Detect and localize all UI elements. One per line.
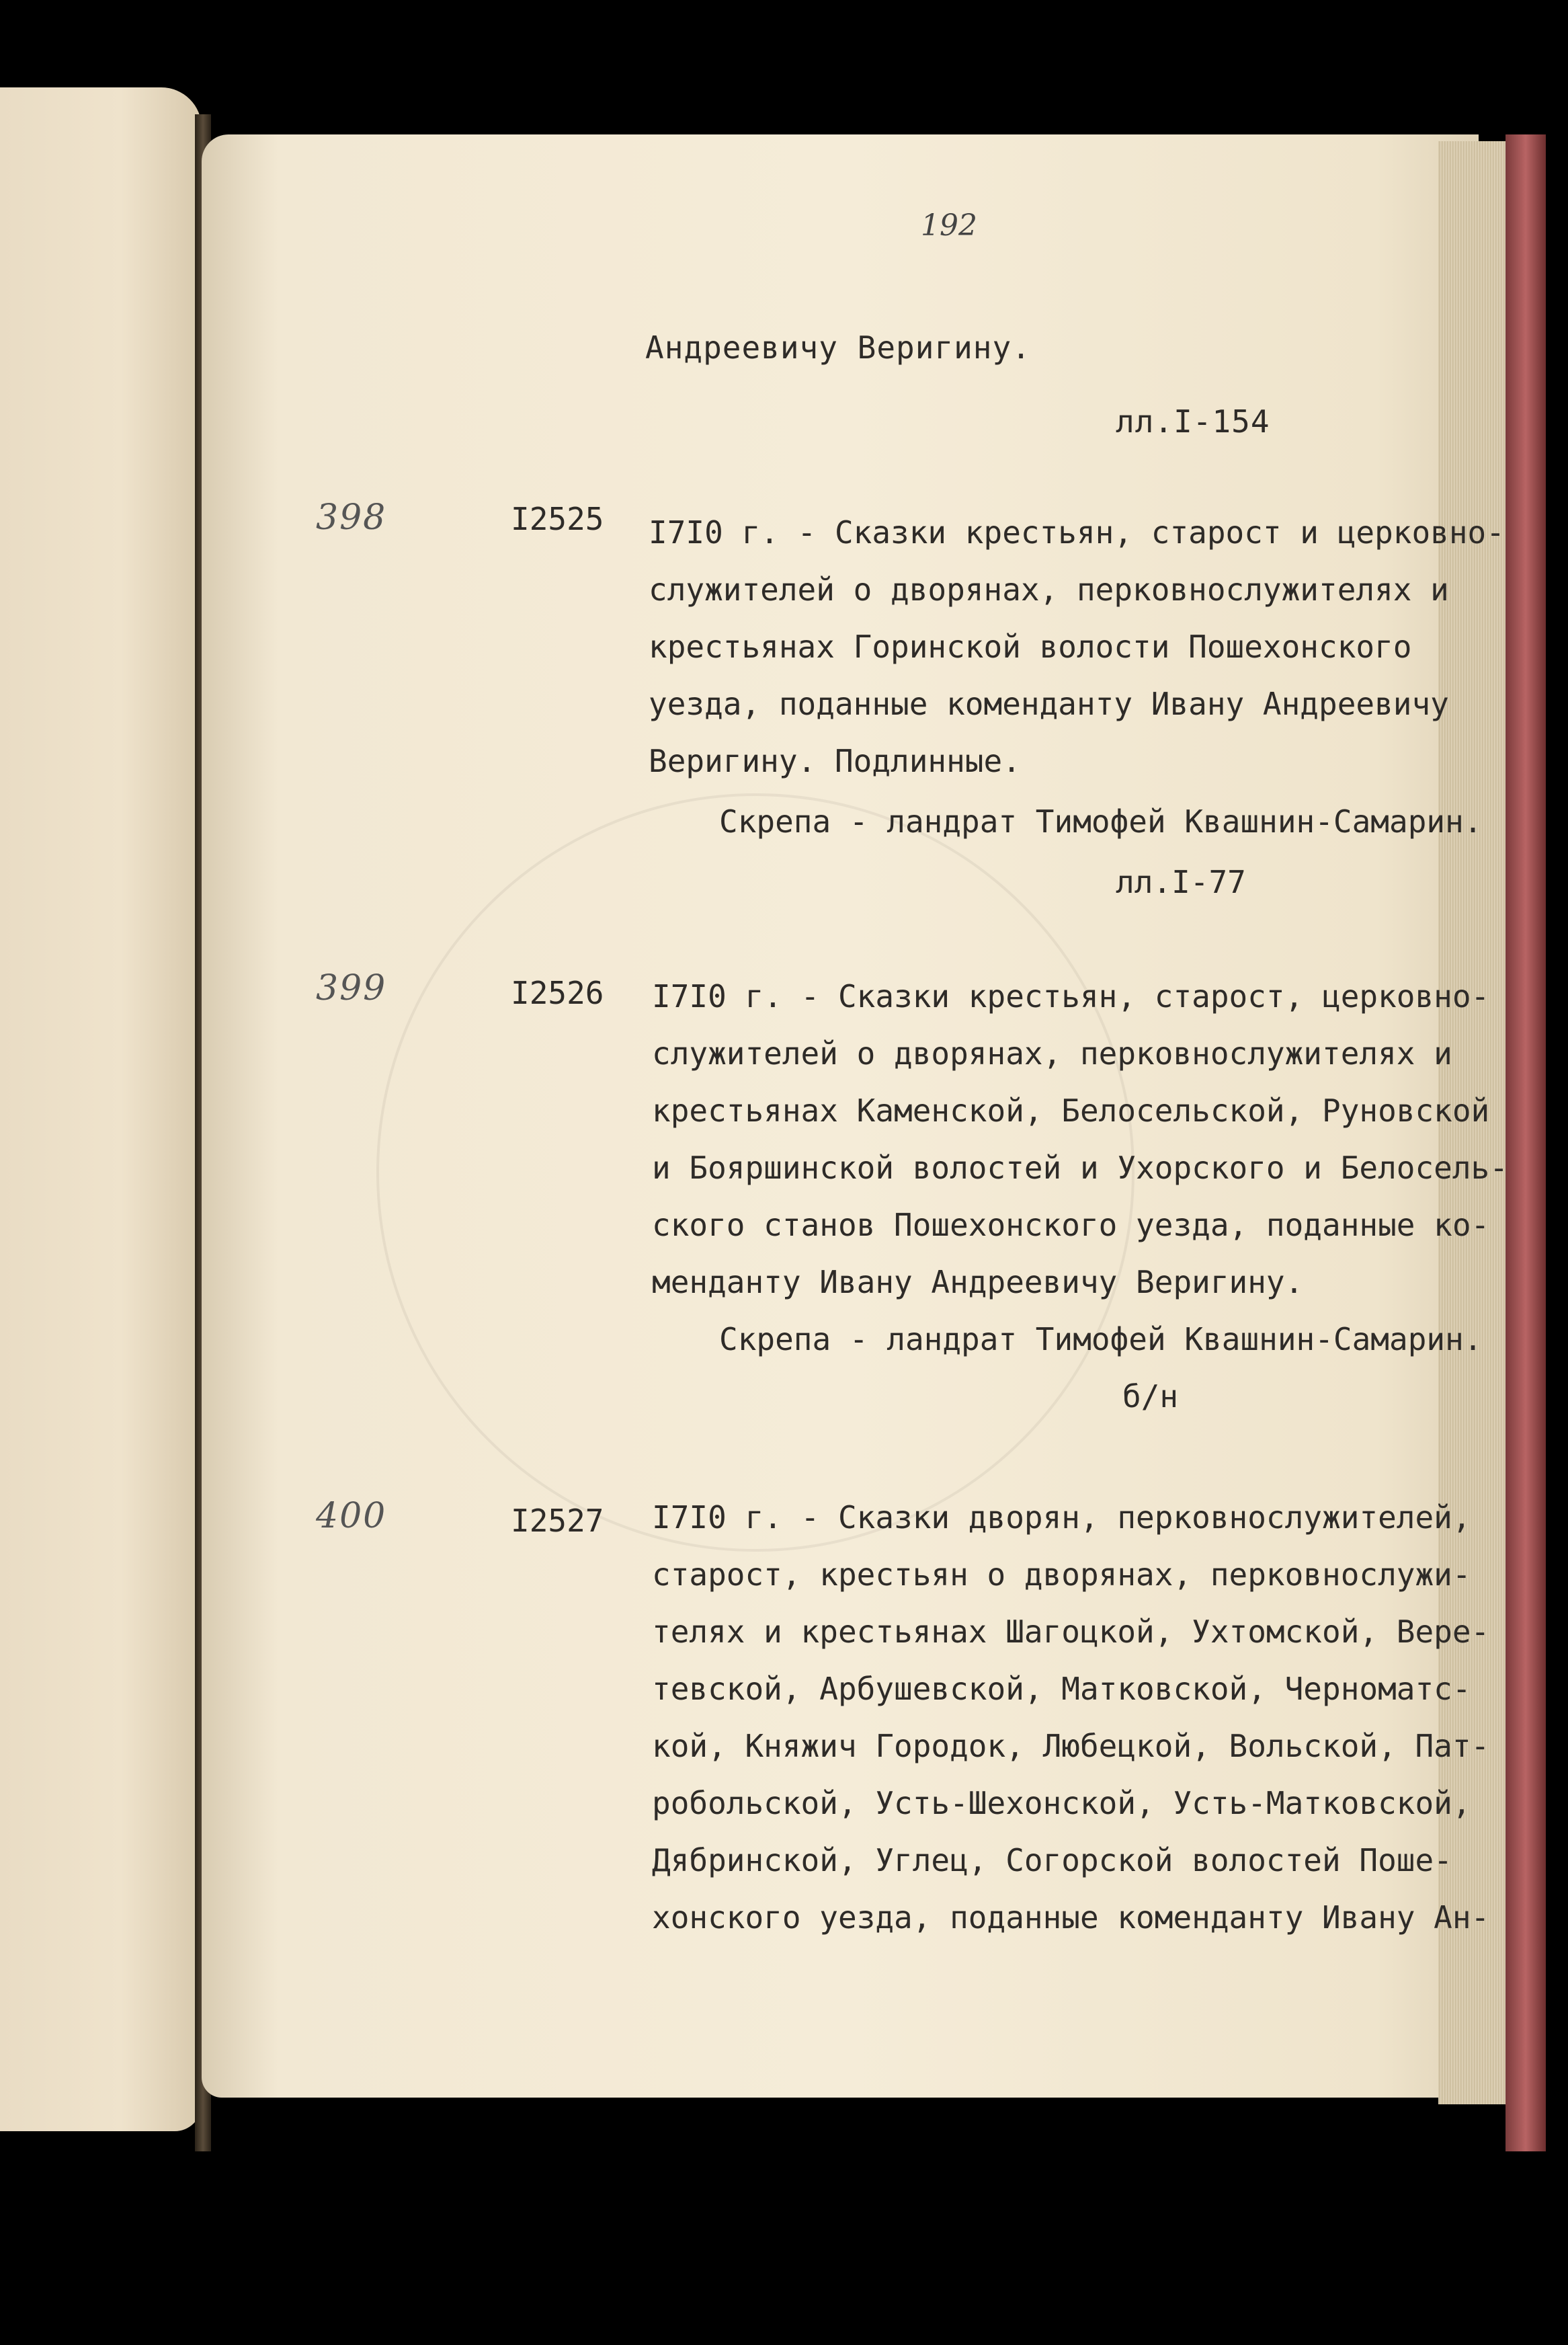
header-continuation: Андреевичу Веригину.: [645, 329, 1031, 366]
entry-note-number: 399: [316, 968, 387, 1008]
header-sheets: лл.I-154: [1116, 403, 1270, 440]
entry-text-line: служителей о дворянах, перковнослужителях и: [652, 1035, 1452, 1072]
entry-text-line: I7I0 г. - Сказки крестьян, старост, церковно-: [652, 978, 1490, 1015]
entry-inventory-number: I2525: [511, 501, 604, 537]
entry-seal: Скрепа - ландрат Тимофей Квашнин-Самарин.: [719, 803, 1483, 840]
entry-inventory-number: I2527: [511, 1503, 604, 1539]
entry-text-line: крестьянах Горинской волости Пошехонского: [649, 629, 1412, 665]
entry-note-number: 398: [316, 498, 387, 538]
entry-seal: Скрепа - ландрат Тимофей Квашнин-Самарин.: [719, 1321, 1483, 1357]
entry-text-line: I7I0 г. - Сказки дворян, перковнослужителей,: [652, 1499, 1471, 1536]
entry-text-line: тевской, Арбушевской, Матковской, Черноматс-: [652, 1671, 1471, 1707]
entry-text-line: крестьянах Каменской, Белосельской, Руновской: [652, 1092, 1490, 1129]
page-number: 192: [921, 208, 977, 243]
entry-text-line: старост, крестьян о дворянах, перковнослужи-: [652, 1556, 1471, 1593]
entry-text-line: ского станов Пошехонского уезда, поданные ко-: [652, 1207, 1490, 1243]
entry-inventory-number: I2526: [511, 975, 604, 1011]
entry-text-line: служителей о дворянах, перковнослужителях и: [649, 571, 1449, 608]
book-cover: [1505, 134, 1546, 2151]
entry-note-number: 400: [316, 1496, 387, 1536]
entry-text-line: телях и крестьянах Шагоцкой, Ухтомской, Вере-: [652, 1614, 1490, 1650]
entry-text-line: хонского уезда, поданные коменданту Ивану Ан-: [652, 1899, 1490, 1936]
left-page: [0, 87, 202, 2131]
entry-text-line: и Бояршинской волостей и Ухорского и Белосель-: [652, 1150, 1508, 1186]
entry-text-line: I7I0 г. - Сказки крестьян, старост и церковно-: [649, 514, 1505, 551]
entry-text-line: уезда, поданные коменданту Ивану Андреевичу: [649, 686, 1449, 722]
entry-text-line: Веригину. Подлинные.: [649, 743, 1021, 779]
entry-text-line: кой, Княжич Городок, Любецкой, Вольской, Пат-: [652, 1728, 1490, 1764]
entry-sheets: б/н: [1122, 1378, 1179, 1415]
entry-text-line: менданту Ивану Андреевичу Веригину.: [652, 1264, 1304, 1300]
entry-text-line: робольской, Усть-Шехонской, Усть-Матковской,: [652, 1785, 1471, 1821]
entry-text-line: Дябринской, Углец, Согорской волостей Поше-: [652, 1842, 1452, 1878]
entry-sheets: лл.I-77: [1116, 864, 1246, 900]
